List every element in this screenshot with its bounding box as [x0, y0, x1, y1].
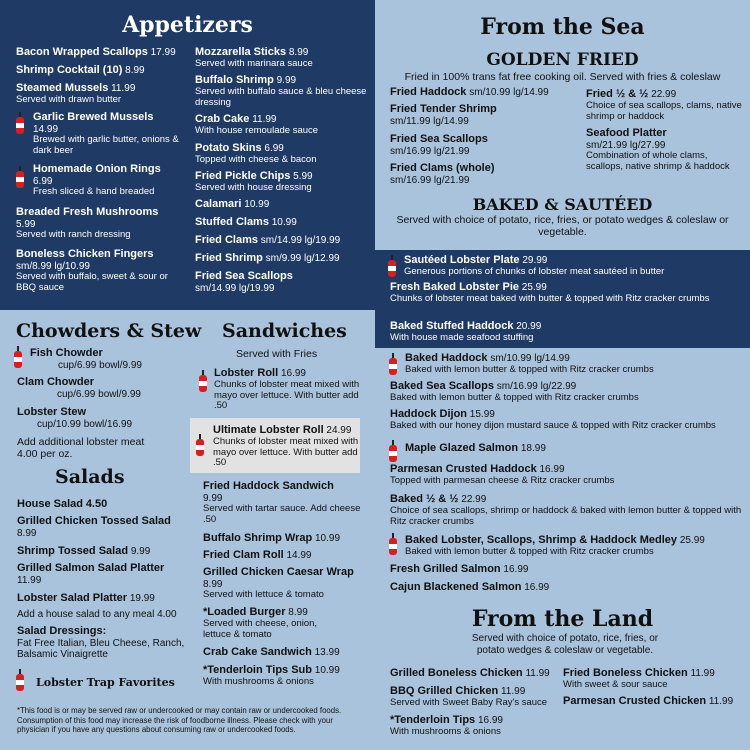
menu-item: Fresh Grilled Salmon 16.99: [390, 563, 529, 575]
menu-item: Grilled Boneless Chicken 11.99: [390, 667, 550, 679]
menu-item: Sautéed Lobster Plate 29.99 Generous portions of chunks of lobster meat sautéed in butter: [404, 254, 665, 277]
menu-item: Crab Cake Sandwich 13.99: [203, 646, 340, 658]
chowders-title: Chowders & Stew: [16, 320, 202, 342]
golden-fried-title: GOLDEN FRIED: [486, 50, 639, 70]
menu-item: Fried Haddock Sandwich 9.99 Served with tartar sauce. Add cheese .50: [203, 480, 361, 525]
menu-item: Lobster Salad Platter 19.99: [17, 592, 155, 604]
menu-item: Haddock Dijon 15.99 Baked with our honey dijon mustard sauce & topped with Ritz cracker crumbs: [390, 408, 716, 431]
menu-item: Clam Chowder cup/6.99 bowl/9.99: [17, 376, 141, 400]
salad-addon-note: Add a house salad to any meal 4.00: [17, 609, 177, 620]
menu-item: Homemade Onion Rings 6.99 Fresh sliced & hand breaded: [33, 163, 161, 197]
baked-items-and-land-section: [375, 348, 750, 750]
menu-item: Baked Stuffed Haddock 20.99 With house made seafood stuffing: [390, 320, 542, 343]
menu-item: Fried Clams (whole) sm/16.99 lg/21.99: [390, 162, 495, 186]
sandwiches-subtitle: Served with Fries: [236, 348, 318, 360]
menu-item: Mozzarella Sticks 8.99 Served with marinara sauce: [195, 46, 313, 69]
lobster-trap-favorite-icon: [196, 434, 204, 458]
menu-item: Baked Sea Scallops sm/16.99 lg/22.99 Baked with lemon butter & topped with Ritz cracker crumbs: [390, 380, 639, 403]
menu-item: Baked ½ & ½ 22.99 Choice of sea scallops, shrimp or haddock & baked with lemon butter & topped with Ritz cracker crumbs: [390, 493, 742, 527]
menu-item: House Salad 4.50: [17, 498, 108, 510]
menu-item: Buffalo Shrimp 9.99 Served with buffalo sauce & bleu cheese dressing: [195, 74, 367, 108]
lobster-trap-favorite-icon: [199, 370, 207, 394]
menu-item: *Tenderloin Tips 16.99 With mushrooms & onions: [390, 714, 503, 737]
menu-item: Cajun Blackened Salmon 16.99: [390, 581, 550, 593]
menu-item: Breaded Fresh Mushrooms 5.99 Served with ranch dressing: [16, 206, 159, 240]
lobster-trap-favorite-icon: [16, 669, 24, 693]
disclaimer: *This food is or may be served raw or undercooked or may contain raw or undercooked foods. Consumption of this food may increase the risk of foodborne illness. Please check with your physician if you have any questions about consuming raw or undercooked foods.: [17, 706, 342, 734]
menu-item: Steamed Mussels 11.99 Served with drawn butter: [16, 82, 136, 105]
menu-item: Fried Sea Scallops sm/14.99 lg/19.99: [195, 270, 293, 294]
menu-item: Fried Tender Shrimp sm/11.99 lg/14.99: [390, 103, 497, 127]
appetizers-section: [0, 0, 375, 310]
menu-item: Fried Shrimp sm/9.99 lg/12.99: [195, 252, 340, 264]
lobster-trap-favorite-icon: [389, 533, 397, 557]
sandwiches-title: Sandwiches: [222, 320, 347, 342]
menu-item: Fried Sea Scallops sm/16.99 lg/21.99: [390, 133, 488, 157]
golden-fried-subtitle: Fried in 100% trans fat free cooking oil. Served with fries & coleslaw: [404, 71, 721, 83]
menu-item: Grilled Chicken Caesar Wrap 8.99 Served with lettuce & tomato: [203, 566, 354, 600]
menu-item: Buffalo Shrimp Wrap 10.99: [203, 532, 341, 544]
baked-sauteed-title: BAKED & SAUTÉED: [472, 195, 653, 214]
menu-item: Maple Glazed Salmon 18.99: [405, 442, 546, 454]
lobster-trap-favorite-icon: [388, 255, 396, 279]
sea-title: From the Sea: [480, 14, 645, 40]
menu-item: Parmesan Crusted Haddock 16.99 Topped with parmesan cheese & Ritz cracker crumbs: [390, 463, 615, 486]
menu-item: Fried Pickle Chips 5.99 Served with house dressing: [195, 170, 313, 193]
legend-lobster-trap-favorites: Lobster Trap Favorites: [36, 676, 175, 689]
lobster-trap-favorite-icon: [16, 166, 24, 190]
lobster-trap-favorite-icon: [14, 346, 22, 370]
from-the-sea-section: [375, 0, 750, 250]
salads-title: Salads: [55, 466, 125, 488]
menu-item: Stuffed Clams 10.99: [195, 216, 297, 228]
menu-item: Garlic Brewed Mussels 14.99 Brewed with garlic butter, onions & dark beer: [33, 111, 179, 156]
menu-item: Fried ½ & ½ 22.99 Choice of sea scallops, clams, native shrimp or haddock: [586, 88, 742, 122]
menu-item: Bacon Wrapped Scallops 17.99: [16, 46, 176, 58]
menu-item: Ultimate Lobster Roll 24.99 Chunks of lobster meat mixed with mayo over lettuce. With butter add .50: [213, 424, 359, 468]
sea-featured-band: [375, 250, 750, 348]
menu-item: Fried Clam Roll 14.99: [203, 549, 312, 561]
menu-item: Fresh Baked Lobster Pie 25.99 Chunks of lobster meat baked with butter & topped with Ritz cracker crumbs: [390, 281, 710, 304]
menu-item: Calamari 10.99: [195, 198, 270, 210]
menu-item: Fried Haddock sm/10.99 lg/14.99: [390, 86, 549, 98]
menu-item: Fried Boneless Chicken 11.99 With sweet & sour sauce: [563, 667, 715, 690]
lobster-trap-favorite-icon: [389, 353, 397, 377]
lobster-trap-favorite-icon: [16, 112, 24, 136]
menu-item: Crab Cake 11.99 With house remoulade sauce: [195, 113, 319, 136]
menu-item: Baked Haddock sm/10.99 lg/14.99 Baked with lemon butter & topped with Ritz cracker crumbs: [405, 352, 654, 375]
menu-item: Shrimp Tossed Salad 9.99: [17, 545, 151, 557]
appetizers-title: Appetizers: [122, 12, 253, 38]
chowder-addon-note: Add additional lobster meat 4.00 per oz.: [17, 436, 145, 460]
menu-item: Seafood Platter sm/21.99 lg/27.99 Combination of whole clams, scallops, native shrimp & haddock: [586, 127, 730, 172]
menu-item: BBQ Grilled Chicken 11.99 Served with Sweet Baby Ray's sauce: [390, 685, 548, 708]
menu-item: *Loaded Burger 8.99 Served with cheese, onion, lettuce & tomato: [203, 606, 318, 640]
menu-item: Parmesan Crusted Chicken 11.99: [563, 695, 734, 707]
menu-item: Grilled Chicken Tossed Salad 8.99: [17, 515, 171, 539]
menu-item: Grilled Salmon Salad Platter 11.99: [17, 562, 165, 586]
land-title: From the Land: [471, 606, 654, 632]
menu-item: Boneless Chicken Fingers sm/8.99 lg/10.99 Served with buffalo, sweet & sour or BBQ sauce: [16, 248, 168, 293]
salad-dressings: Salad Dressings: Fat Free Italian, Bleu Cheese, Ranch, Balsamic Vinaigrette: [17, 625, 185, 660]
land-subtitle: Served with choice of potato, rice, fries, or potato wedges & coleslaw or vegetable.: [471, 633, 659, 656]
menu-item: Lobster Stew cup/10.99 bowl/16.99: [17, 406, 133, 430]
chowders-salads-sandwiches-section: [0, 310, 375, 750]
menu-item: Potato Skins 6.99 Topped with cheese & bacon: [195, 142, 317, 165]
lobster-trap-favorite-icon: [389, 440, 397, 464]
menu-item: Fried Clams sm/14.99 lg/19.99: [195, 234, 341, 246]
baked-sauteed-subtitle: Served with choice of potato, rice, fries, or potato wedges & coleslaw or vegetable.: [396, 214, 729, 238]
menu-item: Lobster Roll 16.99 Chunks of lobster meat mixed with mayo over lettuce. With butter add .50: [214, 367, 360, 411]
menu-item: Shrimp Cocktail (10) 8.99: [16, 64, 145, 76]
menu-item: Baked Lobster, Scallops, Shrimp & Haddock Medley 25.99 Baked with lemon butter & topped with Ritz cracker crumbs: [405, 534, 705, 557]
menu-item: *Tenderloin Tips Sub 10.99 With mushrooms & onions: [203, 664, 340, 687]
menu-item: Fish Chowder cup/6.99 bowl/9.99: [30, 347, 142, 371]
